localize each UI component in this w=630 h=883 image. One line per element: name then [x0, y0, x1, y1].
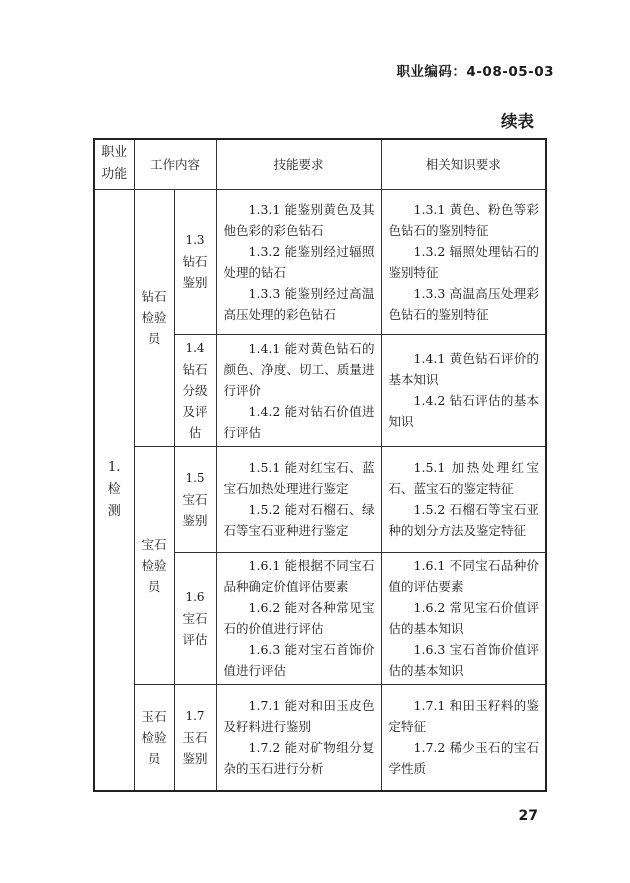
knowledge-entry: 1.7.1 和田玉籽料的鉴定特征 — [388, 698, 540, 735]
knowledge-entry: 1.6.2 常见宝石价值评估的基本知识 — [388, 600, 540, 636]
job-line: 检验 — [141, 557, 167, 573]
skill-entry: 1.3.2 能鉴别经过辐照处理的钻石 — [223, 243, 375, 280]
item-line: 鉴别 — [182, 275, 208, 290]
job-line: 钻石 — [141, 289, 167, 304]
table-row — [94, 189, 546, 334]
header-knowledge: 相关知识要求 — [381, 139, 546, 189]
knowledge-entry: 1.3.3 高温高压处理彩色钻石的鉴别特征 — [388, 285, 540, 322]
header-skill: 技能要求 — [216, 139, 381, 189]
skill-entry: 1.3.3 能鉴别经过高温高压处理的彩色钻石 — [223, 285, 375, 322]
item-line: 钻石 — [182, 254, 208, 269]
skill-cell — [216, 552, 381, 684]
skill-entry: 1.5.2 能对石榴石、绿石等宝石亚种进行鉴定 — [223, 502, 375, 538]
occupation-code: 职业编码：4-08-05-03 — [396, 64, 554, 80]
knowledge-cell — [381, 189, 546, 334]
continued-label: 续表 — [501, 112, 534, 131]
knowledge-cell — [381, 552, 546, 684]
header-function-line: 职业 — [101, 145, 128, 161]
item-line: 评估 — [182, 631, 208, 647]
knowledge-cell — [381, 446, 546, 552]
job-cell — [134, 189, 174, 446]
table-row — [94, 446, 546, 552]
skill-entry: 1.4.1 能对黄色钻石的颜色、净度、切工、质量进行评价 — [223, 340, 375, 398]
knowledge-entry: 1.6.3 宝石首饰价值评估的基本知识 — [388, 642, 540, 678]
item-line: 钻石 — [182, 361, 208, 377]
knowledge-entry: 1.5.1 加热处理红宝石、蓝宝石的鉴定特征 — [388, 460, 540, 496]
item-cell — [174, 446, 216, 552]
item-line: 宝石 — [182, 610, 208, 626]
item-line: 1.7 — [185, 708, 205, 723]
table-row — [94, 684, 546, 791]
job-line: 员 — [147, 331, 161, 346]
skill-entry: 1.5.1 能对红宝石、蓝宝石加热处理进行鉴定 — [223, 460, 375, 496]
job-line: 员 — [147, 750, 161, 766]
function-line: 1. — [108, 459, 121, 475]
item-line: 1.3 — [185, 233, 205, 247]
knowledge-entry: 1.3.2 辐照处理钻石的鉴别特征 — [388, 243, 540, 280]
knowledge-cell — [381, 684, 546, 791]
item-line: 玉石 — [182, 729, 208, 745]
item-line: 分级 — [182, 382, 208, 398]
knowledge-entry: 1.7.2 稀少玉石的宝石学性质 — [388, 740, 540, 777]
item-line: 及评 — [182, 403, 208, 419]
skill-entry: 1.7.1 能对和田玉皮色及籽料进行鉴别 — [223, 698, 375, 735]
skill-cell — [216, 446, 381, 552]
skill-entry: 1.6.2 能对各种常见宝石的价值进行评估 — [223, 600, 375, 636]
job-line: 检验 — [141, 310, 167, 325]
job-line: 宝石 — [141, 536, 167, 552]
skills-table — [93, 138, 547, 792]
header-work: 工作内容 — [134, 139, 216, 189]
item-cell — [174, 189, 216, 334]
knowledge-entry: 1.4.2 钻石评估的基本知识 — [388, 393, 540, 429]
item-line: 1.6 — [185, 589, 205, 604]
knowledge-entry: 1.4.1 黄色钻石评价的基本知识 — [388, 351, 540, 387]
job-cell — [134, 684, 174, 791]
job-line: 检验 — [141, 729, 167, 745]
function-cell — [94, 189, 134, 791]
function-line: 检 — [107, 481, 121, 497]
item-cell — [174, 552, 216, 684]
skill-cell — [216, 684, 381, 791]
skill-entry: 1.4.2 能对钻石价值进行评估 — [223, 403, 375, 440]
item-cell — [174, 684, 216, 791]
header-row — [94, 139, 546, 189]
job-line: 员 — [147, 578, 161, 594]
job-cell — [134, 446, 174, 684]
item-line: 鉴别 — [182, 512, 208, 528]
skill-cell — [216, 334, 381, 446]
item-line: 宝石 — [182, 491, 208, 507]
item-line: 1.4 — [185, 340, 205, 355]
header-function-line: 功能 — [101, 167, 128, 183]
knowledge-cell — [381, 334, 546, 446]
function-line: 测 — [107, 503, 121, 519]
skill-entry: 1.6.3 能对宝石首饰价值进行评估 — [223, 642, 375, 678]
skill-entry: 1.6.1 能根据不同宝石品种确定价值评估要素 — [223, 558, 375, 594]
page-number: 27 — [518, 808, 538, 824]
knowledge-entry: 1.6.1 不同宝石品种价值的评估要素 — [388, 558, 540, 594]
skill-cell — [216, 189, 381, 334]
skill-entry: 1.7.2 能对矿物组分复杂的玉石进行分析 — [223, 740, 375, 777]
knowledge-entry: 1.5.2 石榴石等宝石亚种的划分方法及鉴定特征 — [388, 502, 540, 538]
skill-entry: 1.3.1 能鉴别黄色及其他色彩的彩色钻石 — [223, 201, 375, 238]
item-line: 估 — [188, 424, 202, 440]
job-line: 玉石 — [141, 708, 167, 724]
knowledge-entry: 1.3.1 黄色、粉色等彩色钻石的鉴别特征 — [388, 201, 540, 238]
item-line: 1.5 — [185, 470, 205, 485]
header-function — [94, 139, 134, 189]
item-cell — [174, 334, 216, 446]
item-line: 鉴别 — [182, 750, 208, 766]
